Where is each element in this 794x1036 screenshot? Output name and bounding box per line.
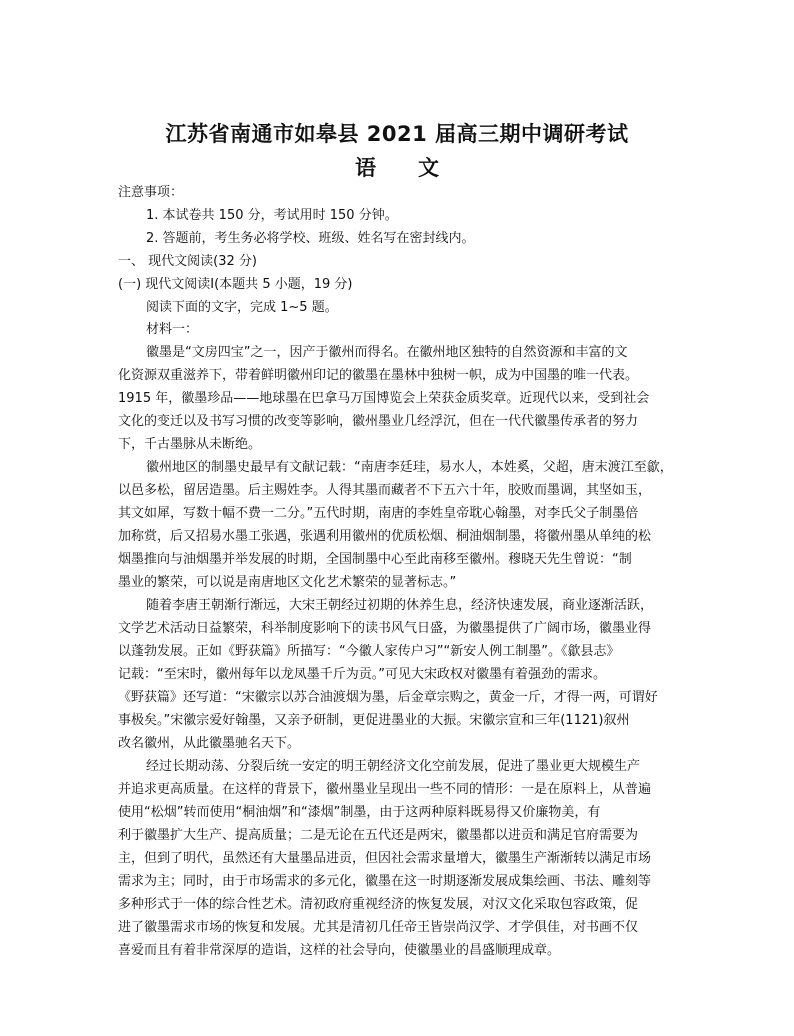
text-line: 徽州地区的制墨史最早有文献记载：“南唐李廷珪，易水人，本姓奚，父超，唐末渡江至歙， (146, 460, 673, 475)
reading-instruction: 阅读下面的文字，完成 1~5 题。 (146, 300, 338, 315)
notice-item-2: 2. 答题前，考生务必将学校、班级、姓名写在密封线内。 (146, 231, 475, 246)
text-line: 加称赏，后又招易水墨工张遇，张遇利用徽州的优质松烟、桐油烟制墨，将徽州墨从单纯的松 (118, 529, 652, 544)
text-line: 并追求更高质量。在这样的背景下，徽州墨业呈现出一些不同的情形：一是在原料上，从普遍 (118, 782, 652, 797)
text-line: 进了徽墨需求市场的恢复和发展。尤其是清初几任帝王皆崇尚汉学、才学俱佳，对书画不仅 (118, 920, 639, 935)
text-line: 徽墨是“文房四宝”之一，因产于徽州而得名。在徽州地区独特的自然资源和丰富的文 (146, 345, 628, 360)
text-line: 墨业的繁荣，可以说是南唐地区文化艺术繁荣的显著标志。” (118, 575, 457, 590)
subsection-heading: (一) 现代文阅读Ⅰ(本题共 5 小题，19 分) (118, 277, 353, 292)
text-line: 改名徽州，从此徽墨驰名天下。 (118, 736, 301, 751)
text-line: 主，但到了明代，虽然还有大量墨品进贡，但因社会需求量增大，徽墨生产渐渐转以满足市场 (118, 851, 652, 866)
text-line: 《野获篇》还写道：“宋徽宗以苏合油渡烟为墨，后金章宗购之，黄金一斤，才得一两，可谓好 (118, 690, 658, 705)
text-line: 文学艺术活动日益繁荣，科举制度影响下的读书风气日盛，为徽墨提供了广阔市场，徽墨业得 (118, 621, 652, 636)
section-heading: 一、 现代文阅读(32 分) (118, 254, 257, 269)
text-line: 1915 年，徽墨珍品——地球墨在巴拿马万国博览会上荣获金质奖章。近现代以来，受到社会 (118, 391, 650, 406)
text-line: 利于徽墨扩大生产、提高质量；二是无论在五代还是两宋，徽墨都以进贡和满足官府需要为 (118, 828, 639, 843)
text-line: 以蓬勃发展。正如《野获篇》所描写：“今徽人家传户习”“新安人例工制墨”。《歙县志》 (118, 644, 620, 659)
text-line: 需求为主；同时，由于市场需求的多元化，徽墨在这一时期逐渐发展成集绘画、书法、雕刻等 (118, 874, 652, 889)
text-line: 化资源双重滋养下，带着鲜明徽州印记的徽墨在墨林中独树一帜，成为中国墨的唯一代表。 (118, 368, 639, 383)
material-label: 材料一： (146, 322, 199, 337)
text-line: 多种形式于一体的综合性艺术。清初政府重视经济的恢复发展，对汉文化采取包容政策，促 (118, 897, 639, 912)
text-line: 随着李唐王朝渐行渐远，大宋王朝经过初期的休养生息，经济快速发展，商业逐渐活跃， (146, 598, 654, 613)
subject-title: 语 文 (355, 156, 439, 180)
text-line: 记载：“至宋时，徽州每年以龙凤墨千斤为贡。”可见大宋政权对徽墨有着强劲的需求。 (118, 667, 606, 682)
text-line: 烟墨推向与油烟墨并举发展的时期，全国制墨中心至此南移至徽州。穆晓天先生曾说：“制 (118, 552, 632, 567)
text-line: 事极矣。”宋徽宗爱好翰墨，又亲予研制，更促进墨业的大振。宋徽宗宣和三年(1121)叙州 (118, 713, 630, 728)
text-line: 其文如犀，写数十幅不费一二分。”五代时期，南唐的李姓皇帝耽心翰墨，对李氏父子制墨倍 (118, 506, 639, 521)
text-line: 喜爱而且有着非常深厚的造诣，这样的社会导向，使徽墨业的昌盛顺理成章。 (118, 943, 561, 958)
notice-item-1: 1. 本试卷共 150 分，考试用时 150 分钟。 (146, 208, 398, 223)
text-line: 下，千古墨脉从未断绝。 (118, 437, 262, 452)
page-title: 江苏省南通市如皋县 2021 届高三期中调研考试 (165, 122, 629, 146)
notice-heading: 注意事项： (118, 185, 184, 200)
text-line: 文化的变迁以及书写习惯的改变等影响，徽州墨业几经浮沉，但在一代代徽墨传承者的努力 (118, 414, 639, 429)
text-line: 使用“松烟”转而使用“桐油烟”和“漆烟”制墨，由于这两种原料既易得又价廉物美，有 (118, 805, 601, 820)
text-line: 经过长期动荡、分裂后统一安定的明王朝经济文化空前发展，促进了墨业更大规模生产 (146, 759, 641, 774)
text-line: 以邑多松，留居造墨。后主赐姓李。人得其墨而藏者不下五六十年，胶败而墨调，其坚如玉， (118, 483, 652, 498)
